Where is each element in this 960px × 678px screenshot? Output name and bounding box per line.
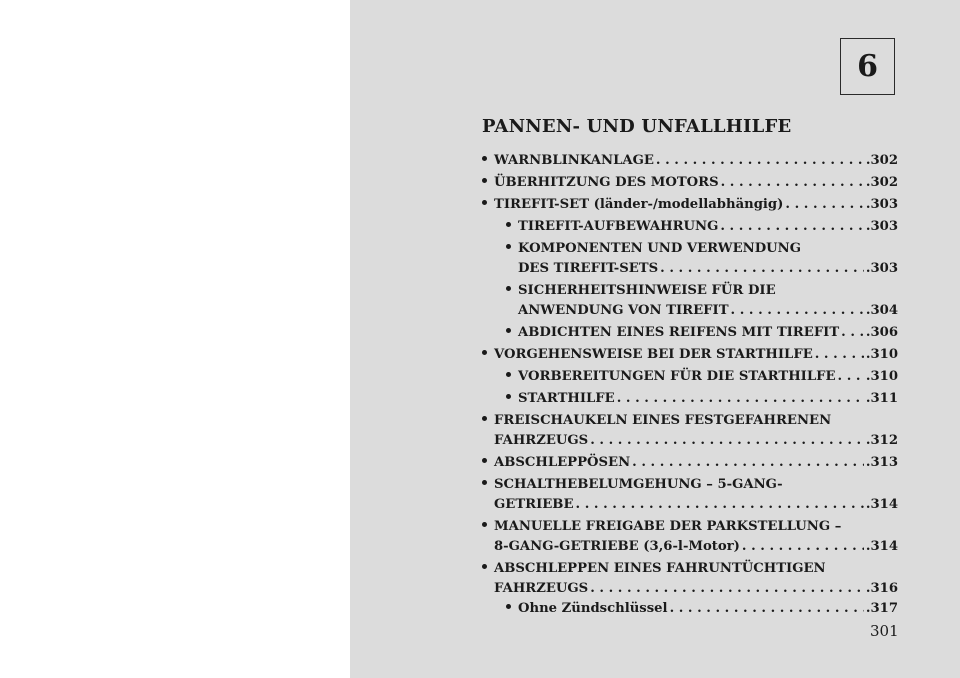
table-of-contents [350,0,960,678]
toc-entry-label: TIREFIT-AUFBEWAHRUNG [518,219,719,234]
toc-entry-continuation[interactable] [494,492,898,512]
toc-entry-label: TIREFIT-SET (länder-/modellabhängig) [494,197,784,212]
dot-leader [590,581,864,596]
toc-entry-page: .311 [865,391,898,406]
toc-subentry[interactable] [506,364,898,384]
toc-subentry[interactable] [506,320,898,340]
toc-entry[interactable] [482,192,898,212]
bullet-icon [482,413,494,428]
dot-leader [617,391,864,406]
toc-entry-continuation[interactable] [494,576,898,596]
toc-entry[interactable] [482,450,898,470]
toc-entry-page: .317 [865,601,898,616]
toc-entry-page: .302 [865,175,898,190]
toc-entry-page: .303 [865,197,898,212]
toc-subentry[interactable] [506,236,898,256]
dot-leader [815,347,864,362]
bullet-icon [482,153,494,168]
toc-entry-label: GETRIEBE [494,497,574,512]
dot-leader [731,303,864,318]
dot-leader [670,601,864,616]
bullet-icon [506,369,518,384]
bullet-icon [482,175,494,190]
bullet-icon [482,347,494,362]
toc-entry-label: VORBEREITUNGEN FÜR DIE STARTHILFE [518,369,836,384]
toc-entry-label: ÜBERHITZUNG DES MOTORS [494,175,719,190]
bullet-icon [506,601,518,616]
toc-subentry[interactable] [506,278,898,298]
section-title: PANNEN- UND UNFALLHILFE [482,116,792,137]
dot-leader [576,497,864,512]
toc-entry-page: .304 [865,303,898,318]
toc-subentry-continuation[interactable] [518,256,898,276]
toc-entry-page: .303 [865,261,898,276]
toc-entry-label: KOMPONENTEN UND VERWENDUNG [518,241,801,256]
toc-entry-page: .302 [865,153,898,168]
toc-entry-page: .306 [865,325,898,340]
toc-entry-label: ABSCHLEPPEN EINES FAHRUNTÜCHTIGEN [494,561,826,576]
bullet-icon [482,519,494,534]
page-number: 301 [870,622,899,640]
toc-entry-label: DES TIREFIT-SETS [518,261,659,276]
toc-entry[interactable] [482,342,898,362]
chapter-number: 6 [857,49,878,84]
toc-entry-page: .312 [865,433,898,448]
bullet-icon [506,241,518,256]
dot-leader [838,369,864,384]
toc-entry[interactable] [482,556,898,576]
dot-leader [720,219,864,234]
toc-entry[interactable] [482,148,898,168]
bullet-icon [506,391,518,406]
dot-leader [841,325,864,340]
toc-entry[interactable] [482,408,898,428]
dot-leader [785,197,863,212]
toc-subentry-continuation[interactable] [518,298,898,318]
toc-subentry[interactable] [506,214,898,234]
dot-leader [656,153,864,168]
dot-leader [721,175,864,190]
bullet-icon [482,561,494,576]
bullet-icon [506,325,518,340]
toc-entry-label: Ohne Zündschlüssel [518,601,668,616]
bullet-icon [506,219,518,234]
toc-entry-continuation[interactable] [494,534,898,554]
toc-entry-continuation[interactable] [494,428,898,448]
manual-page [350,0,960,678]
toc-subentry[interactable] [506,386,898,406]
toc-entry-label: FREISCHAUKELN EINES FESTGEFAHRENEN [494,413,832,428]
toc-subentry[interactable] [506,596,898,616]
toc-entry[interactable] [482,472,898,492]
toc-entry-label: MANUELLE FREIGABE DER PARKSTELLUNG – [494,519,842,534]
dot-leader [632,455,864,470]
toc-entry-label: ANWENDUNG VON TIREFIT [518,303,729,318]
toc-entry-label: ABSCHLEPPÖSEN [494,455,631,470]
dot-leader [660,261,864,276]
toc-entry-page: .314 [865,539,898,554]
toc-entry-label: ABDICHTEN EINES REIFENS MIT TIREFIT [518,325,840,340]
toc-entry-label: WARNBLINKANLAGE [494,153,654,168]
toc-entry-label: VORGEHENSWEISE BEI DER STARTHILFE [494,347,813,362]
blank-left-page [0,0,350,678]
bullet-icon [482,455,494,470]
bullet-icon [506,283,518,298]
toc-entry-page: .314 [865,497,898,512]
toc-entry-page: .313 [865,455,898,470]
toc-entry-label: SCHALTHEBELUMGEHUNG – 5-GANG- [494,477,783,492]
toc-entry-label: FAHRZEUGS [494,581,589,596]
toc-entry[interactable] [482,514,898,534]
toc-entry-page: .310 [865,347,898,362]
dot-leader [590,433,864,448]
toc-entry-page: .310 [865,369,898,384]
toc-entry-page: .316 [865,581,898,596]
toc-entry-label: FAHRZEUGS [494,433,589,448]
toc-entry-label: SICHERHEITSHINWEISE FÜR DIE [518,283,776,298]
toc-entry-label: STARTHILFE [518,391,615,406]
toc-entry-label: 8-GANG-GETRIEBE (3,6-l-Motor) [494,539,740,554]
toc-entry-page: .303 [865,219,898,234]
bullet-icon [482,197,494,212]
toc-entry[interactable] [482,170,898,190]
bullet-icon [482,477,494,492]
dot-leader [742,539,864,554]
